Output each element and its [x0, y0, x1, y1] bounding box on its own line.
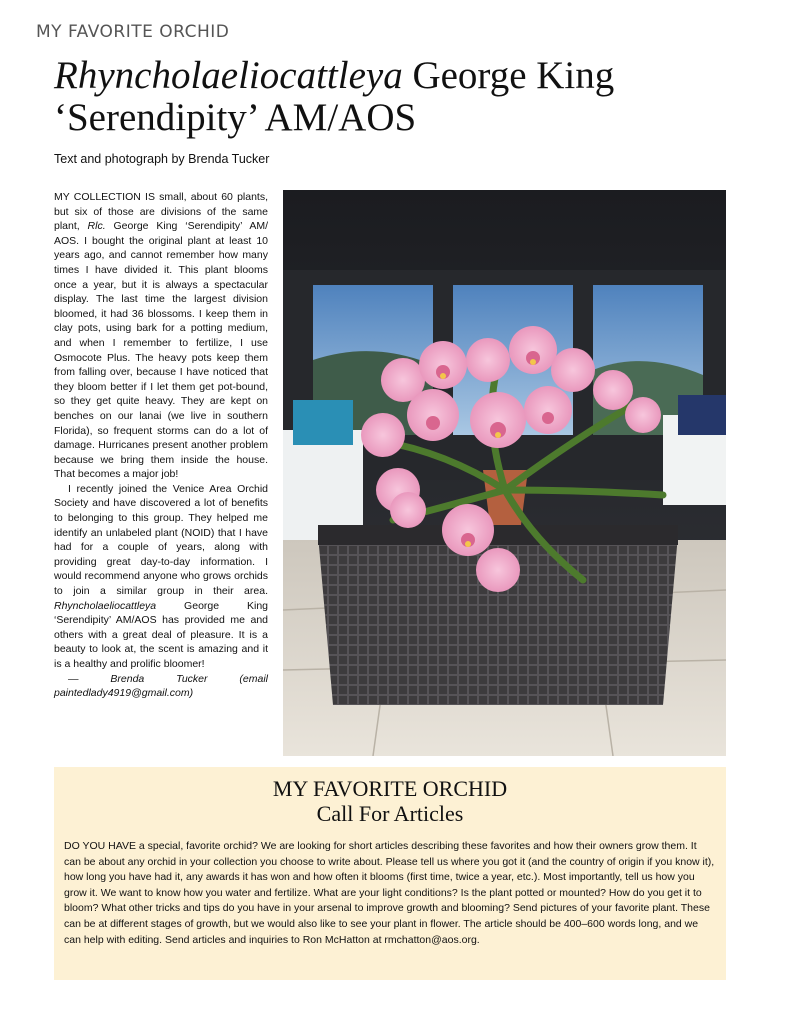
article-title: [54, 55, 754, 139]
paragraph-2-start: I recently joined the Venice Area Orchid Society and have discovered a lot of benefits to belonging to this group. They helped me identify an unlabeled plant (NOID) that I have had for a couple of years, along with providing great day-to-day information. I would recommend anyone who grows orchids to join a similar group in their area.: [54, 482, 268, 598]
section-tag: MY FAVORITE ORCHID: [36, 22, 230, 42]
paragraph-1-rest: George King ‘Serendipity’ AM/ AOS. I bought the original plant at least 10 years ago, and cannot remember how many times I have divided it. This plant blooms once a year, but it is always a spectacular display. The last time the largest division bloomed, it had 36 blossoms. I keep them in clay pots, using bark for a potting medium, and when I remember to fertilize, I use Osmocote Plus. The heavy pots keep them from falling over, because I have noticed that they bloom better if I let them get pot-bound, so they get quite heavy. They are kept on benches on our lanai (we live in southern Florida), so frequent storms can do a lot of damage. Hurricanes present another problem because we bring them inside the house. That becomes a major job!: [54, 220, 268, 481]
callout-subheading: Call For Articles: [316, 801, 464, 826]
paragraph-2-rest: George King ‘Serendipity’ AM/AOS has provided me and others with a great deal of pleasure. It is a beauty to look at, the scent is amazing and it is a healthy and prolific bloomer!: [54, 599, 268, 670]
author-signature: — Brenda Tucker (email paintedlady4919@gmail.com): [54, 672, 268, 700]
paragraph-2: [54, 482, 268, 672]
title-genus: Rhyncholaeliocattleya: [54, 54, 403, 97]
byline: Text and photograph by Brenda Tucker: [54, 152, 270, 166]
genus-name: Rhyncholaeliocattleya: [54, 599, 157, 612]
callout-body: DO YOU HAVE a special, favorite orchid? We are looking for short articles describing these favorites and how their owners grow them. It can be about any orchid in your collection you choose to write about. Please tell us where you got it (and the country of origin if you know it), how long you have had it, any awards it has won and how often it blooms (first time, twice a year, etc.). Most importantly, tell us how you grow it. We want to know how you water and fertilize. What are your light conditions? Is the plant potted or mounted? How do you get it to bloom? What other tricks and tips do you have in your arsenal to improve growth and blooming? Send pictures of your favorite plant. These can be at different stages of growth, but we would also like to see your plant in flower. The article should be 400–600 words long, and we can help with editing. Send articles and inquiries to Ron McHatton at rmchatton@aos.org.: [64, 840, 715, 946]
paragraph-1: [54, 190, 268, 482]
article-body: [54, 190, 268, 701]
title-cultivar: George King ‘Serendipity’ AM/AOS: [54, 54, 615, 139]
callout-heading: MY FAVORITE ORCHID: [272, 776, 508, 801]
orchid-photo: [283, 190, 726, 756]
call-for-articles-box: [54, 767, 726, 980]
abbrev-genus: Rlc.: [87, 220, 106, 233]
paragraph-1-start: MY COLLECTION IS small, about 60 plants, but six of those are divisions of the same plant,: [54, 191, 268, 233]
